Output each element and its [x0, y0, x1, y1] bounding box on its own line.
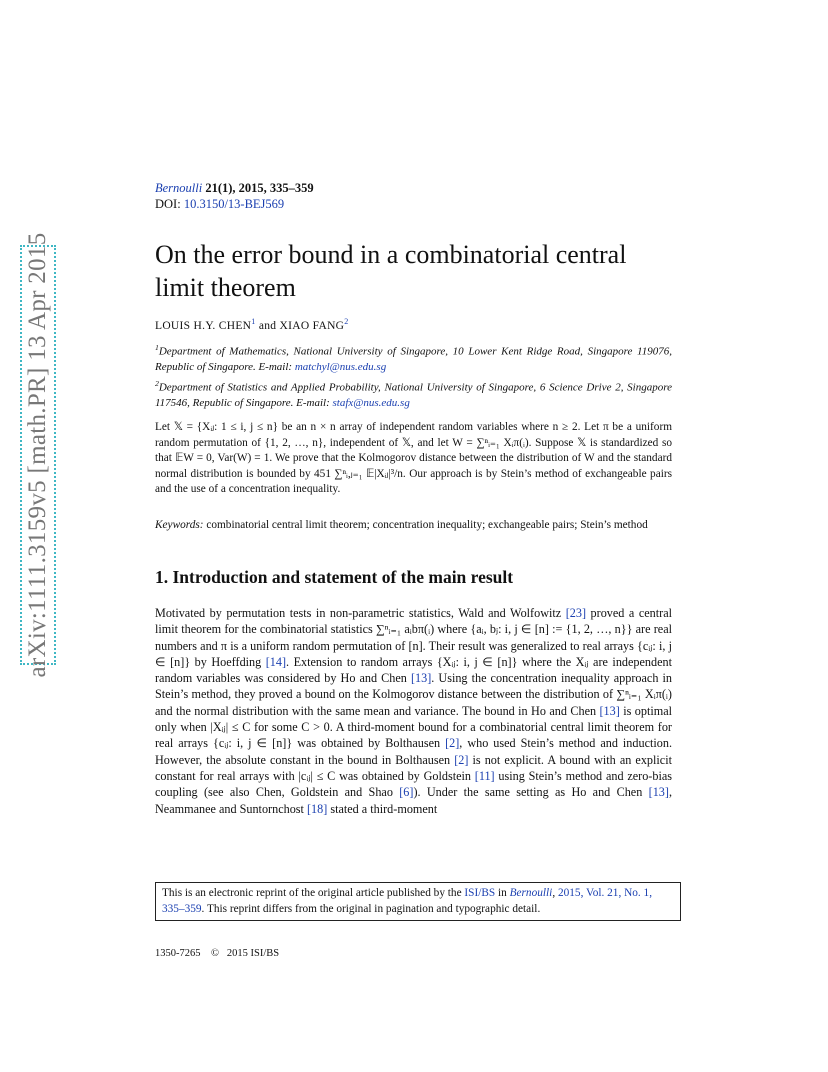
author-name: XIAO FANG: [279, 319, 345, 332]
keywords-label: Keywords:: [155, 519, 204, 531]
volume-link[interactable]: 2015, Vol. 21, No. 1, 335–359: [162, 887, 653, 915]
copyright-year: 2015 ISI/BS: [226, 948, 280, 959]
journal-citation: [155, 180, 672, 212]
citation-link[interactable]: [6]: [399, 785, 414, 800]
author-affil-ref[interactable]: 1: [251, 317, 256, 326]
citation-link[interactable]: [13]: [410, 671, 432, 686]
citation-link[interactable]: [14]: [265, 654, 287, 669]
citation-link[interactable]: [18]: [306, 801, 328, 816]
issn: 1350-7265: [155, 948, 201, 959]
abstract: Let 𝕏 = {Xᵢⱼ: 1 ≤ i, j ≤ n} be an n × n array of independent random variables where n ≥ 2. Let π be a uniform random permutation of {1, 2, …, n}, independent of 𝕏, and let W = ∑ⁿᵢ₌₁ Xᵢπ(ᵢ). Suppose 𝕏 is standardized so that 𝔼W = 0, Var(W) = 1. We prove that the Kolmogorov distance between the distribution of W and the standard normal distribution is bounded by 451 ∑ⁿᵢ,ⱼ₌₁ 𝔼|Xᵢⱼ|³/n. Our approach is by Stein’s method of exchangeable pairs and the use of a concentration inequality.: [155, 421, 672, 495]
section-heading: 1. Introduction and statement of the main result: [155, 567, 514, 587]
citation-link[interactable]: [13]: [599, 703, 620, 718]
author-and: and: [258, 319, 277, 332]
doi-label: DOI:: [155, 197, 181, 211]
copyright-symbol: ©: [211, 948, 219, 959]
citation-link[interactable]: [13]: [648, 785, 669, 800]
doi-link[interactable]: 10.3150/13-BEJ569: [183, 197, 285, 211]
isi-bs-link[interactable]: ISI/BS: [464, 887, 496, 899]
email-link[interactable]: stafx@nus.edu.sg: [332, 396, 410, 409]
journal-link[interactable]: Bernoulli: [509, 887, 553, 899]
author-list: [155, 317, 672, 332]
journal-volume: 21(1), 2015, 335–359: [205, 181, 314, 195]
journal-link[interactable]: Bernoulli: [155, 181, 203, 195]
affiliation-1: $^1$Department of Mathematics, National University of Singapore, 10 Lower Kent Ridge Road, Singapore 119076, Republic of Singapore. E-mail: matchyl@nus.edu.sg: [155, 343, 672, 374]
page-footer: [155, 948, 279, 959]
author-affil-ref[interactable]: 2: [344, 317, 349, 326]
citation-link[interactable]: [2]: [445, 736, 460, 751]
keywords: [155, 518, 672, 534]
arxiv-identifier: arXiv:1111.3159v5 [math.PR] 13 Apr 2015: [24, 232, 51, 678]
reprint-notice-box: This is an electronic reprint of the original article published by the ISI/BS in Bernoulli, 2015, Vol. 21, No. 1, 335–359. This reprint differs from the original in pagination and typographic detail.: [155, 882, 681, 921]
citation-link[interactable]: [23]: [565, 606, 587, 620]
paper-title: On the error bound in a combinatorial central limit theorem: [155, 240, 627, 302]
affiliation-2: $^2$Department of Statistics and Applied Probability, National University of Singapore, 6 Science Drive 2, Singapore 117546, Republic of Singapore. E-mail: stafx@nus.edu.sg: [155, 378, 672, 409]
citation-link[interactable]: [11]: [474, 768, 495, 783]
keywords-text: combinatorial central limit theorem; concentration inequality; exchangeable pairs; Stein’s method: [206, 519, 648, 531]
author-name: LOUIS H.Y. CHEN: [155, 319, 252, 332]
email-link[interactable]: matchyl@nus.edu.sg: [294, 361, 387, 374]
intro-paragraph: Motivated by permutation tests in non-parametric statistics, Wald and Wolfowitz [23] proved a central limit theorem for the combinatorial statistics ∑ⁿᵢ₌₁ aᵢbπ(ᵢ) where {aᵢ, bⱼ: i, j ∈ [n] := {1, 2, …, n}} are real numbers and π is a uniform random permutation of [n]. Their result was generalized to real arrays {cᵢⱼ: i, j ∈ [n]} by Hoeffding [14]. Extension to random arrays {Xᵢⱼ: i, j ∈ [n]} where the Xᵢⱼ are independent random variables was considered by Ho and Chen [13]. Using the concentration inequality approach in Stein’s method, they proved a bound on the Kolmogorov distance between the distribution of ∑ⁿᵢ₌₁ Xᵢπ(ᵢ) and the normal distribution with the same mean and variance. The bound in Ho and Chen [13] is optimal only when |Xᵢⱼ| ≤ C for some C > 0. A third-moment bound for a combinatorial central limit theorem for real arrays {cᵢⱼ: i, j ∈ [n]} was obtained by Bolthausen [2], who used Stein’s method and induction. However, the absolute constant in the bound in Bolthausen [2] is not explicit. A bound with an explicit constant for real arrays with |cᵢⱼ| ≤ C was obtained by Goldstein [11] using Stein’s method and zero-bias coupling (see also Chen, Goldstein and Shao [6]). Under the same setting as Ho and Chen [13], Neammanee and Suntornchost [18] stated a third-moment: [155, 606, 673, 816]
affiliations: [155, 340, 672, 411]
citation-link[interactable]: [2]: [454, 752, 469, 767]
